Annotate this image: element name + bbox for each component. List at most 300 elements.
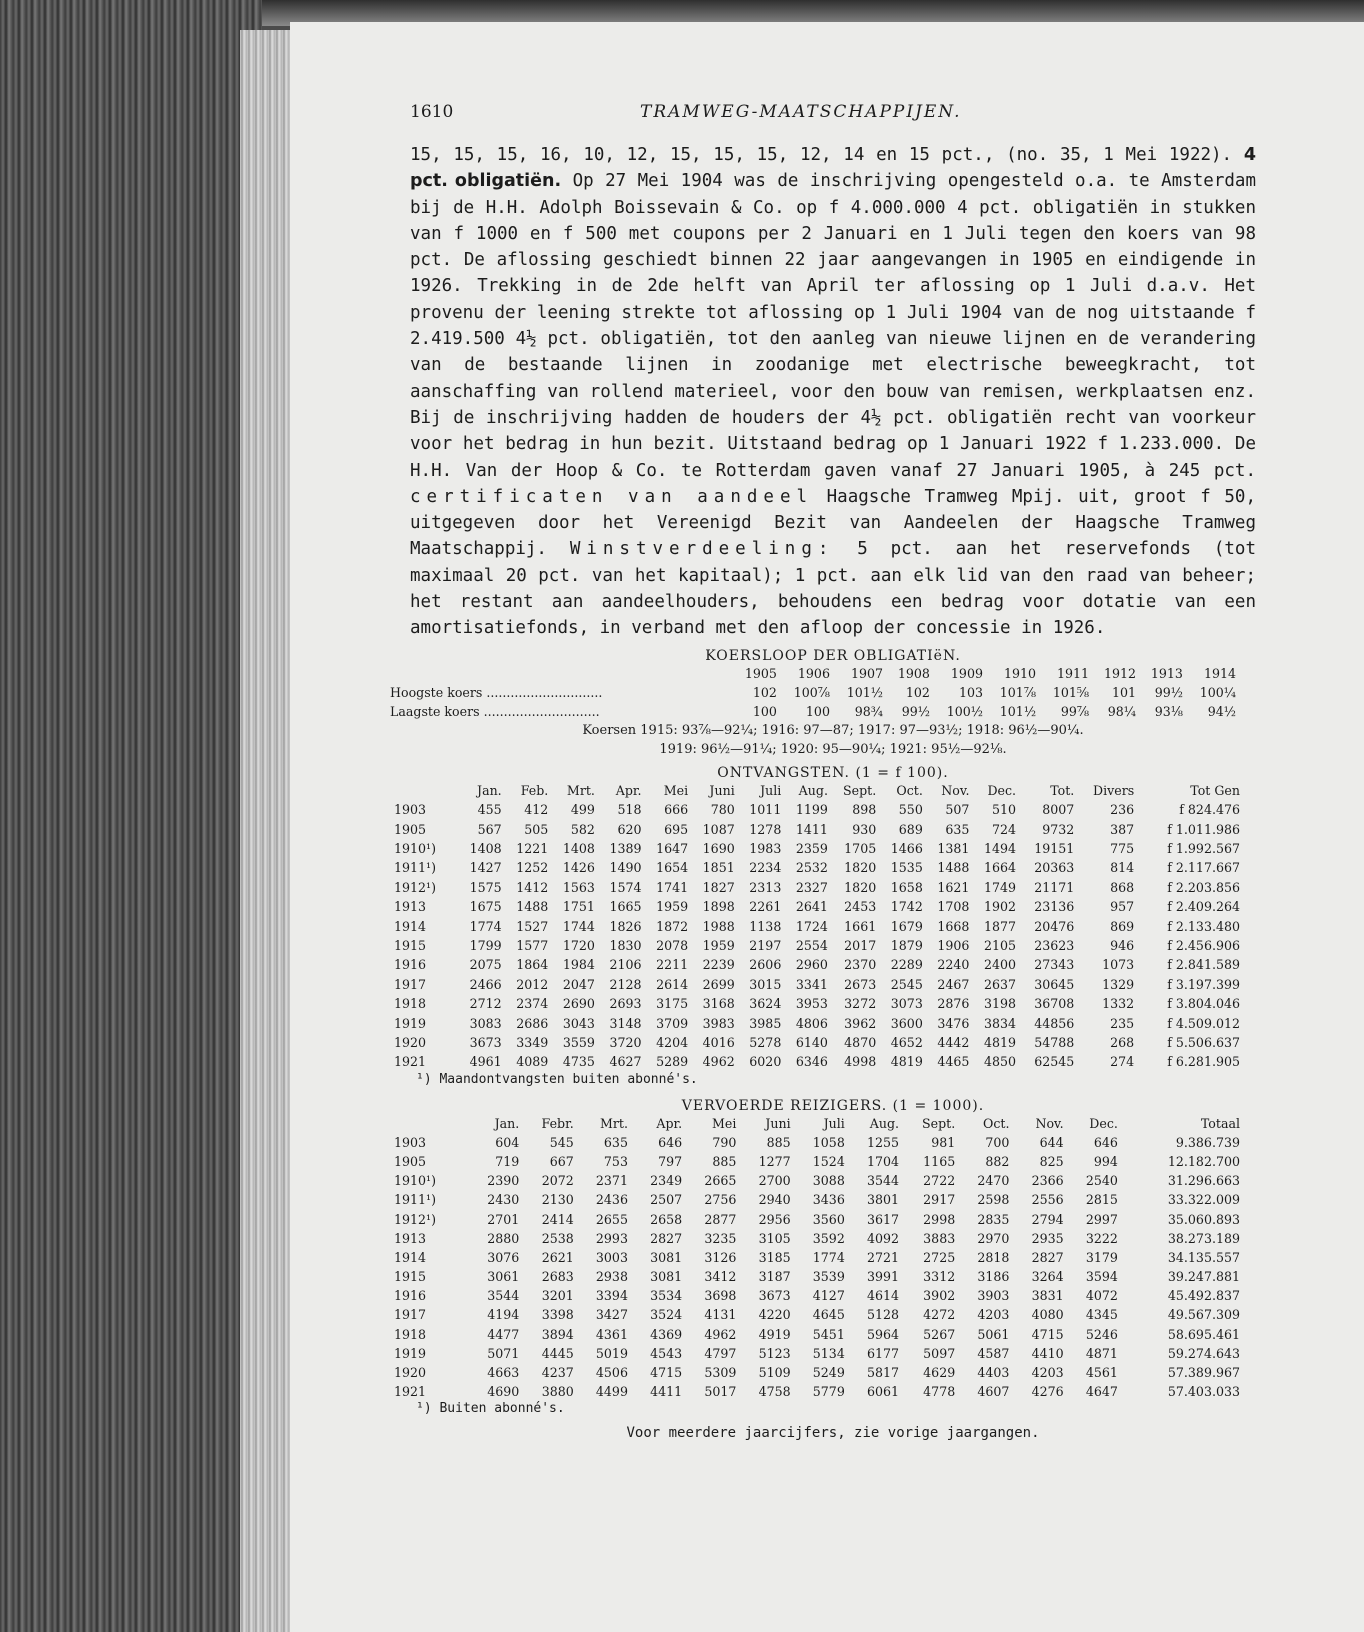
table-cell: 510 — [992, 802, 1017, 818]
table-cell: f 3.197.399 — [1167, 976, 1240, 992]
table-cell: 620 — [617, 821, 642, 837]
table-cell: 2467 — [937, 976, 970, 992]
table-cell: f 2.456.906 — [1167, 937, 1240, 953]
table-cell: 1906 — [937, 937, 970, 953]
reizigers-footnote: ¹) Buiten abonné's. — [416, 1401, 565, 1417]
table-cell: 2686 — [516, 1015, 549, 1031]
table-cell: 1864 — [516, 957, 549, 973]
table-row — [394, 839, 1240, 858]
table-cell: f 1.011.986 — [1167, 821, 1240, 837]
table-cell: 2327 — [795, 879, 828, 895]
table-cell: 5019 — [595, 1345, 628, 1361]
table-cell: 1872 — [656, 918, 689, 934]
column-header: Sept. — [922, 1115, 956, 1131]
table-cell: 2234 — [749, 860, 782, 876]
table-cell: 3544 — [487, 1288, 520, 1304]
table-cell: 3168 — [702, 996, 735, 1012]
table-cell: 101½ — [846, 684, 884, 700]
column-header: Mei — [663, 782, 689, 798]
table-cell: 2370 — [844, 957, 877, 973]
table-cell: 1917 — [394, 976, 427, 992]
table-cell: 1165 — [923, 1153, 956, 1169]
table-cell: 3175 — [656, 996, 689, 1012]
table-cell: 1658 — [890, 879, 923, 895]
table-cell: 2699 — [702, 976, 735, 992]
table-cell: 5071 — [487, 1345, 520, 1361]
table-cell: 3983 — [702, 1015, 735, 1031]
table-cell: 930 — [852, 821, 877, 837]
table-cell: 2017 — [844, 937, 877, 953]
table-cell: 1912¹) — [394, 879, 437, 895]
table-cell: 387 — [1110, 821, 1135, 837]
year-header: 1913 — [1150, 665, 1183, 681]
table-cell: 780 — [710, 802, 735, 818]
table-cell: 3076 — [487, 1249, 520, 1265]
table-cell: 58.695.461 — [1167, 1326, 1240, 1342]
table-cell: 885 — [766, 1134, 791, 1150]
table-cell: 4194 — [487, 1307, 520, 1323]
table-cell: 3088 — [812, 1173, 845, 1189]
table-cell: 1138 — [749, 918, 782, 934]
table-cell: 1774 — [812, 1249, 845, 1265]
table-cell: 4345 — [1085, 1307, 1118, 1323]
table-cell: 2239 — [702, 957, 735, 973]
column-header: Apr. — [656, 1115, 683, 1131]
table-row — [394, 819, 1240, 838]
table-cell: 2072 — [541, 1173, 574, 1189]
table-cell: 1914 — [394, 1249, 427, 1265]
table-cell: 34.135.557 — [1167, 1249, 1240, 1265]
table-cell: 1799 — [469, 937, 502, 953]
table-cell: 6061 — [867, 1384, 900, 1400]
table-cell: 4477 — [487, 1326, 520, 1342]
koersen-line-2: 1919: 96½—91¼; 1920: 95—90¼; 1921: 95½—92⅛. — [659, 741, 1007, 757]
table-cell: 3592 — [812, 1230, 845, 1246]
table-cell: 2366 — [1031, 1173, 1064, 1189]
table-cell: 5289 — [656, 1054, 689, 1070]
table-cell: 3894 — [541, 1326, 574, 1342]
table-cell: 3341 — [795, 976, 828, 992]
table-cell: 2917 — [923, 1192, 956, 1208]
table-cell: 1959 — [702, 937, 735, 953]
table-cell: 700 — [985, 1134, 1010, 1150]
table-cell: 2827 — [1031, 1249, 1064, 1265]
table-row — [394, 975, 1240, 994]
table-cell: 6346 — [795, 1054, 828, 1070]
table-cell: 1221 — [516, 841, 549, 856]
table-cell: 1665 — [609, 899, 642, 915]
table-cell: 20476 — [1034, 918, 1075, 934]
table-cell: 604 — [495, 1134, 520, 1150]
table-cell: 4797 — [704, 1345, 737, 1361]
table-cell: 4690 — [487, 1384, 520, 1400]
table-cell: 2313 — [749, 879, 782, 895]
table-cell: 2453 — [844, 899, 877, 915]
column-header: Aug. — [798, 782, 828, 798]
table-cell: 2240 — [937, 957, 970, 973]
table-cell: 2756 — [704, 1192, 737, 1208]
table-cell: 2938 — [595, 1269, 628, 1285]
table-cell: 1690 — [702, 841, 735, 856]
table-cell: 4506 — [595, 1365, 628, 1381]
table-cell: 3235 — [704, 1230, 737, 1246]
table-cell: 4645 — [812, 1307, 845, 1323]
table-cell: 101⅝ — [1052, 684, 1090, 700]
table-cell: 1488 — [516, 899, 549, 915]
table-cell: 1073 — [1102, 957, 1135, 973]
table-cell: 4850 — [984, 1054, 1017, 1070]
table-cell: 2877 — [704, 1211, 737, 1227]
table-cell: 1903 — [394, 802, 427, 818]
koersloop-table — [390, 664, 1236, 721]
reizigers-title: VERVOERDE REIZIGERS. (1 = 1000). — [681, 1097, 985, 1114]
table-cell: 719 — [495, 1153, 520, 1169]
table-cell: 57.389.967 — [1167, 1365, 1240, 1381]
table-cell: 1905 — [394, 821, 427, 837]
table-cell: 505 — [524, 821, 549, 837]
table-cell: 2606 — [749, 957, 782, 973]
paragraph-segment: Winstverdeeling: — [569, 539, 835, 560]
table-cell: 1466 — [890, 841, 923, 856]
empty-cell — [390, 664, 730, 683]
table-cell: 1332 — [1102, 996, 1135, 1012]
year-header: 1907 — [850, 665, 884, 681]
table-cell: 1983 — [749, 841, 782, 856]
table-cell: 94½ — [1207, 703, 1236, 719]
table-cell: 2683 — [541, 1269, 574, 1285]
table-cell: 1959 — [656, 899, 689, 915]
table-cell: 4203 — [1031, 1365, 1064, 1381]
table-cell: 3883 — [923, 1230, 956, 1246]
table-cell: 4276 — [1031, 1384, 1064, 1400]
table-row — [390, 702, 1236, 721]
table-cell: 3394 — [595, 1288, 628, 1304]
table-cell: 100 — [752, 703, 777, 719]
column-header: Jan. — [477, 782, 502, 798]
table-cell: 1827 — [702, 879, 735, 895]
table-cell: 1918 — [394, 1326, 427, 1342]
table-cell: 44856 — [1034, 1015, 1075, 1031]
table-row — [394, 1171, 1240, 1190]
table-cell: 2665 — [704, 1173, 737, 1189]
table-cell: 4629 — [923, 1365, 956, 1381]
table-cell: 2998 — [923, 1211, 956, 1227]
table-cell: f 2.841.589 — [1167, 957, 1240, 973]
table-cell: 3560 — [812, 1211, 845, 1227]
table-cell: 4962 — [704, 1326, 737, 1342]
table-cell: 38.273.189 — [1167, 1230, 1240, 1246]
year-header: 1908 — [897, 665, 930, 681]
table-cell: 1744 — [562, 918, 595, 934]
table-cell: 1749 — [984, 879, 1017, 895]
table-row — [394, 1133, 1240, 1152]
table-cell: 1912¹) — [394, 1211, 437, 1227]
table-cell: 3673 — [758, 1288, 791, 1304]
column-header: Divers — [1093, 782, 1135, 798]
table-cell: 507 — [945, 802, 970, 818]
table-row — [394, 1152, 1240, 1171]
table-cell: 2722 — [923, 1173, 956, 1189]
table-row — [394, 1382, 1240, 1401]
table-cell: 268 — [1110, 1034, 1135, 1050]
table-cell: 5278 — [749, 1034, 782, 1050]
table-cell: 54788 — [1034, 1034, 1075, 1050]
column-header: Nov. — [1035, 1115, 1064, 1131]
table-cell: 20363 — [1034, 860, 1075, 876]
table-cell: 3043 — [562, 1015, 595, 1031]
table-cell: 2075 — [469, 957, 502, 973]
table-cell: 1705 — [844, 841, 877, 856]
table-cell: 1381 — [937, 841, 970, 856]
table-cell: 898 — [852, 802, 877, 818]
table-cell: 1679 — [890, 918, 923, 934]
table-cell: 2197 — [749, 937, 782, 953]
table-cell: 1913 — [394, 899, 427, 915]
table-cell: 3539 — [812, 1269, 845, 1285]
table-cell: 1427 — [469, 860, 502, 876]
table-cell: 518 — [617, 802, 642, 818]
table-cell: 1742 — [890, 899, 923, 915]
table-cell: 102 — [752, 684, 777, 700]
table-cell: 582 — [570, 821, 595, 837]
table-cell: 1704 — [867, 1153, 900, 1169]
table-cell: 695 — [664, 821, 689, 837]
table-cell: 1851 — [702, 860, 735, 876]
table-cell: 4735 — [562, 1054, 595, 1070]
table-cell: 3126 — [704, 1249, 737, 1265]
table-cell: 2815 — [1085, 1192, 1118, 1208]
table-cell: 3222 — [1085, 1230, 1118, 1246]
table-cell: 2794 — [1031, 1211, 1064, 1227]
table-cell: 5246 — [1085, 1326, 1118, 1342]
table-cell: 1820 — [844, 879, 877, 895]
table-cell: 1488 — [937, 860, 970, 876]
table-cell: 1905 — [394, 1153, 427, 1169]
table-cell: 2556 — [1031, 1192, 1064, 1208]
column-header: Aug. — [869, 1115, 900, 1131]
table-cell: 2956 — [758, 1211, 791, 1227]
table-cell: 4998 — [844, 1054, 877, 1070]
table-cell: 1087 — [702, 821, 735, 837]
table-cell: 2690 — [562, 996, 595, 1012]
year-header: 1909 — [950, 665, 983, 681]
table-cell: 2554 — [795, 937, 828, 953]
table-cell: 2105 — [984, 937, 1017, 953]
table-cell: 2835 — [977, 1211, 1010, 1227]
table-cell: f 6.281.905 — [1167, 1054, 1240, 1070]
column-header: Oct. — [896, 782, 923, 798]
table-row — [390, 683, 1236, 702]
table-cell: 2818 — [977, 1249, 1010, 1265]
table-cell: 4445 — [541, 1345, 574, 1361]
table-cell: 946 — [1110, 937, 1135, 953]
row-label: Hoogste koers ............................. — [390, 684, 603, 700]
table-cell: 1278 — [749, 821, 782, 837]
table-cell: 2374 — [516, 996, 549, 1012]
table-cell: 99½ — [1154, 684, 1183, 700]
table-cell: 99½ — [901, 703, 930, 719]
table-cell: 1675 — [469, 899, 502, 915]
table-cell: 666 — [664, 802, 689, 818]
table-cell: 2538 — [541, 1230, 574, 1246]
column-header: Dec. — [1089, 1115, 1118, 1131]
table-cell: 1898 — [702, 899, 735, 915]
table-cell: 550 — [898, 802, 923, 818]
table-cell: 3198 — [984, 996, 1017, 1012]
table-cell: 4204 — [656, 1034, 689, 1050]
table-cell: 62545 — [1034, 1054, 1075, 1070]
table-cell: 3880 — [541, 1384, 574, 1400]
table-cell: 3186 — [977, 1269, 1010, 1285]
table-cell: 1329 — [1102, 976, 1135, 992]
table-cell: f 824.476 — [1179, 802, 1240, 818]
table-cell: 2621 — [541, 1249, 574, 1265]
table-cell: 3349 — [516, 1034, 549, 1050]
year-header: 1914 — [1203, 665, 1236, 681]
table-cell: 5249 — [812, 1365, 845, 1381]
table-cell: 3083 — [469, 1015, 502, 1031]
table-cell: 2289 — [890, 957, 923, 973]
table-cell: 1911¹) — [394, 860, 437, 876]
table-cell: 635 — [945, 821, 970, 837]
table-cell: 3720 — [609, 1034, 642, 1050]
column-header: Nov. — [941, 782, 970, 798]
table-cell: 2960 — [795, 957, 828, 973]
table-cell: 994 — [1093, 1153, 1118, 1169]
table-cell: 753 — [603, 1153, 628, 1169]
table-cell: 5061 — [977, 1326, 1010, 1342]
table-row — [394, 1190, 1240, 1209]
table-cell: 100½ — [946, 703, 983, 719]
table-cell: 45.492.837 — [1167, 1288, 1240, 1304]
table-cell: 2532 — [795, 860, 828, 876]
table-cell: 2970 — [977, 1230, 1010, 1246]
table-cell: 1916 — [394, 957, 427, 973]
table-cell: 2880 — [487, 1230, 520, 1246]
table-cell: 1252 — [516, 860, 549, 876]
table-cell: 635 — [603, 1134, 628, 1150]
page-edges — [240, 30, 290, 1632]
table-cell: 2641 — [795, 899, 828, 915]
table-cell: 1577 — [516, 937, 549, 953]
table-cell: 4715 — [1031, 1326, 1064, 1342]
table-cell: 5267 — [923, 1326, 956, 1342]
table-cell: 1877 — [984, 918, 1017, 934]
table-cell: 2876 — [937, 996, 970, 1012]
table-cell: 4442 — [937, 1034, 970, 1050]
table-cell: 4614 — [867, 1288, 900, 1304]
table-cell: 23136 — [1034, 899, 1075, 915]
table-cell: f 2.117.667 — [1167, 860, 1240, 876]
book-spine — [0, 0, 262, 1632]
table-cell: 1774 — [469, 918, 502, 934]
table-cell: 644 — [1039, 1134, 1064, 1150]
table-cell: 31.296.663 — [1167, 1173, 1240, 1189]
table-cell: 4561 — [1085, 1365, 1118, 1381]
ontvangsten-table — [394, 781, 1240, 1072]
table-cell: 2637 — [984, 976, 1017, 992]
paragraph-segment: 4 pct. obligatiën. — [410, 145, 1256, 192]
table-cell: 4237 — [541, 1365, 574, 1381]
table-cell: 6140 — [795, 1034, 828, 1050]
table-cell: 3081 — [650, 1269, 683, 1285]
table-row — [394, 994, 1240, 1013]
column-header: Apr. — [615, 782, 642, 798]
table-cell: 1575 — [469, 879, 502, 895]
table-cell: 2470 — [977, 1173, 1010, 1189]
table-row — [394, 800, 1240, 819]
table-cell: 3179 — [1085, 1249, 1118, 1265]
table-cell: 2712 — [469, 996, 502, 1012]
column-header: Juli — [760, 782, 782, 798]
table-cell: 2673 — [844, 976, 877, 992]
table-cell: 1910¹) — [394, 1173, 437, 1189]
table-cell: 3427 — [595, 1307, 628, 1323]
table-cell: 1661 — [844, 918, 877, 934]
table-cell: 3673 — [469, 1034, 502, 1050]
table-cell: 3312 — [923, 1269, 956, 1285]
table-cell: 236 — [1110, 802, 1135, 818]
table-cell: 775 — [1110, 841, 1135, 856]
column-header: Mrt. — [599, 1115, 628, 1131]
table-cell: 4607 — [977, 1384, 1010, 1400]
table-cell: 6177 — [867, 1345, 900, 1361]
table-cell: 4819 — [984, 1034, 1017, 1050]
paragraph-segment: 5 pct. aan het reservefonds (tot maximaal 20 pct. van het kapitaal); 1 pct. aan elk lid van den raad van beheer; het restant aan aandeelhouders, behoudens een bedrag voor dotatie van een amortisatiefonds, in verband met den afloop der concessie in 1926. — [410, 539, 1256, 639]
table-cell: 1902 — [984, 899, 1017, 915]
table-cell: 885 — [712, 1153, 737, 1169]
table-cell: 35.060.893 — [1167, 1211, 1240, 1227]
table-row — [394, 1229, 1240, 1248]
table-cell: 5017 — [704, 1384, 737, 1400]
table-cell: f 5.506.637 — [1167, 1034, 1240, 1050]
table-cell: 646 — [658, 1134, 683, 1150]
table-cell: 646 — [1093, 1134, 1118, 1150]
column-header: Totaal — [1200, 1115, 1240, 1131]
table-cell: 3962 — [844, 1015, 877, 1031]
table-cell: 4410 — [1031, 1345, 1064, 1361]
table-cell: 5128 — [867, 1307, 900, 1323]
table-cell: 2935 — [1031, 1230, 1064, 1246]
table-cell: 3187 — [758, 1269, 791, 1285]
table-cell: 4403 — [977, 1365, 1010, 1381]
table-cell: 3709 — [656, 1015, 689, 1031]
table-cell: 3081 — [650, 1249, 683, 1265]
table-cell: 1921 — [394, 1384, 427, 1400]
table-cell: 1917 — [394, 1307, 427, 1323]
table-cell: 2430 — [487, 1192, 520, 1208]
table-cell: 957 — [1110, 899, 1135, 915]
table-cell: 2997 — [1085, 1211, 1118, 1227]
table-cell: 5109 — [758, 1365, 791, 1381]
table-cell: 3398 — [541, 1307, 574, 1323]
table-cell: 30645 — [1034, 976, 1075, 992]
table-cell: 2940 — [758, 1192, 791, 1208]
table-cell: 235 — [1110, 1015, 1135, 1031]
table-cell: 1910¹) — [394, 841, 437, 856]
table-row — [394, 916, 1240, 935]
table-cell: 1914 — [394, 918, 427, 934]
reizigers-table — [394, 1114, 1240, 1402]
body-text — [410, 142, 1256, 642]
table-cell: 100 — [805, 703, 830, 719]
paragraph-segment: certificaten van aandeel — [410, 486, 814, 507]
table-cell: 4652 — [890, 1034, 923, 1050]
table-cell: 99⅞ — [1060, 703, 1090, 719]
table-cell: 3436 — [812, 1192, 845, 1208]
table-cell: 4092 — [867, 1230, 900, 1246]
table-cell: 1389 — [609, 841, 642, 856]
